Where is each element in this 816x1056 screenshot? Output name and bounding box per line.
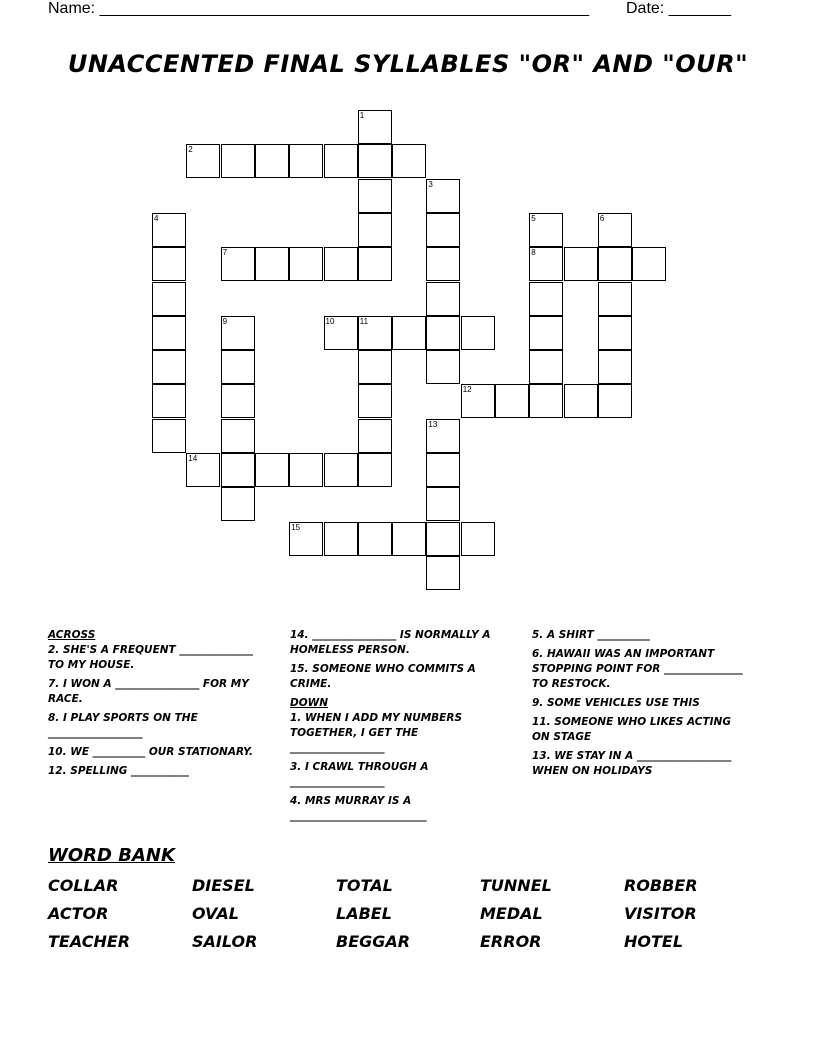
clue-text: 4. MRS MURRAY IS A __________________________ bbox=[290, 795, 427, 822]
grid-cell[interactable] bbox=[598, 282, 632, 316]
name-field[interactable]: Name: _______________________________________________________ bbox=[48, 0, 589, 17]
clue-number: 2 bbox=[188, 145, 193, 155]
grid-cell[interactable] bbox=[426, 247, 460, 281]
grid-cell[interactable] bbox=[221, 350, 255, 384]
grid-cell[interactable] bbox=[152, 350, 186, 384]
clue-text: 2. SHE'S A FREQUENT ______________ TO MY HOUSE. bbox=[48, 644, 253, 671]
grid-cell[interactable] bbox=[461, 316, 495, 350]
grid-cell[interactable] bbox=[529, 213, 563, 247]
clue-number: 15 bbox=[291, 522, 301, 532]
grid-cell[interactable] bbox=[461, 384, 495, 418]
clue-text: 8. I PLAY SPORTS ON THE __________________ bbox=[48, 712, 198, 739]
grid-cell[interactable] bbox=[358, 144, 392, 178]
grid-cell[interactable] bbox=[358, 247, 392, 281]
grid-cell[interactable] bbox=[221, 487, 255, 521]
word-bank-word: ERROR bbox=[480, 932, 542, 951]
grid-cell[interactable] bbox=[152, 384, 186, 418]
word-bank-word: TOTAL bbox=[336, 876, 393, 895]
clue-number: 1 bbox=[359, 111, 365, 120]
clue-number: 6 bbox=[599, 213, 605, 223]
clue-number: 8 bbox=[531, 248, 536, 258]
clue-number: 4 bbox=[154, 213, 159, 223]
grid-cell[interactable] bbox=[324, 144, 358, 178]
grid-cell[interactable] bbox=[529, 282, 563, 316]
clue-number: 11 bbox=[359, 316, 369, 326]
grid-cell[interactable] bbox=[598, 316, 632, 350]
grid-cell[interactable] bbox=[221, 419, 255, 453]
grid-cell[interactable] bbox=[152, 316, 186, 350]
clue-number: 9 bbox=[222, 316, 228, 326]
clue-text: 14. ________________ IS NORMALLY A HOMELESS PERSON. bbox=[290, 629, 491, 656]
grid-cell[interactable] bbox=[598, 247, 632, 281]
grid-cell[interactable] bbox=[564, 247, 598, 281]
grid-cell[interactable] bbox=[255, 453, 289, 487]
clue-text: 15. SOMEONE WHO COMMITS A CRIME. bbox=[290, 663, 476, 690]
clue-section-heading: DOWN bbox=[290, 697, 329, 709]
grid-cell[interactable] bbox=[324, 453, 358, 487]
word-bank-word: ROBBER bbox=[624, 876, 698, 895]
word-bank-word: COLLAR bbox=[48, 876, 119, 895]
grid-cell[interactable] bbox=[426, 487, 460, 521]
clue-text: 1. WHEN I ADD MY NUMBERS TOGETHER, I GET THE __________________ bbox=[290, 712, 463, 754]
word-bank-word: OVAL bbox=[192, 904, 239, 923]
clues-column-2 bbox=[290, 628, 510, 828]
grid-cell[interactable] bbox=[598, 350, 632, 384]
clue-text: 13. WE STAY IN A __________________ WHEN ON HOLIDAYS bbox=[532, 750, 732, 777]
clue-text: 3. I CRAWL THROUGH A __________________ bbox=[290, 761, 429, 788]
word-bank-word: MEDAL bbox=[480, 904, 543, 923]
grid-cell[interactable] bbox=[426, 179, 460, 213]
page-title: UNACCENTED FINAL SYLLABLES "OR" AND "OUR" bbox=[67, 50, 749, 78]
grid-cell[interactable] bbox=[221, 384, 255, 418]
clue-text: 10. WE __________ OUR STATIONARY. bbox=[48, 746, 253, 758]
grid-cell[interactable] bbox=[358, 213, 392, 247]
word-bank-word: DIESEL bbox=[192, 876, 255, 895]
grid-cell[interactable] bbox=[255, 144, 289, 178]
grid-cell[interactable] bbox=[221, 453, 255, 487]
clue-section-heading: ACROSS bbox=[48, 629, 96, 641]
date-field[interactable]: Date: _______ bbox=[626, 0, 731, 17]
grid-cell[interactable] bbox=[426, 556, 460, 590]
clue-number: 12 bbox=[462, 385, 472, 395]
grid-cell[interactable] bbox=[392, 316, 426, 350]
clue-number: 14 bbox=[188, 454, 198, 463]
grid-cell[interactable] bbox=[426, 282, 460, 316]
grid-cell[interactable] bbox=[289, 522, 323, 556]
grid-cell[interactable] bbox=[152, 282, 186, 316]
word-bank-word: ACTOR bbox=[48, 904, 109, 923]
grid-cell[interactable] bbox=[255, 247, 289, 281]
clue-number: 10 bbox=[325, 316, 335, 326]
grid-cell[interactable] bbox=[324, 522, 358, 556]
grid-cell[interactable] bbox=[324, 316, 358, 350]
grid-cell[interactable] bbox=[426, 213, 460, 247]
grid-cell[interactable] bbox=[426, 419, 460, 453]
clue-number: 7 bbox=[222, 248, 228, 258]
clue-number: 13 bbox=[428, 419, 438, 429]
grid-cell[interactable] bbox=[392, 522, 426, 556]
grid-cell[interactable] bbox=[358, 350, 392, 384]
grid-cell[interactable] bbox=[152, 247, 186, 281]
clues-column-3 bbox=[532, 628, 752, 783]
grid-cell[interactable] bbox=[289, 453, 323, 487]
grid-cell[interactable] bbox=[426, 316, 460, 350]
grid-cell[interactable] bbox=[186, 144, 220, 178]
grid-cell[interactable] bbox=[221, 144, 255, 178]
grid-cell[interactable] bbox=[426, 453, 460, 487]
grid-cell[interactable] bbox=[358, 453, 392, 487]
grid-cell[interactable] bbox=[358, 110, 392, 144]
word-bank-word: SAILOR bbox=[192, 932, 258, 951]
word-bank-word: LABEL bbox=[336, 904, 392, 923]
grid-cell[interactable] bbox=[426, 522, 460, 556]
grid-cell[interactable] bbox=[632, 247, 666, 281]
grid-cell[interactable] bbox=[152, 419, 186, 453]
grid-cell[interactable] bbox=[358, 384, 392, 418]
grid-cell[interactable] bbox=[529, 247, 563, 281]
grid-cell[interactable] bbox=[426, 350, 460, 384]
grid-cell[interactable] bbox=[529, 350, 563, 384]
clue-number: 5 bbox=[531, 213, 536, 223]
word-bank-title: WORD BANK bbox=[48, 845, 175, 866]
grid-cell[interactable] bbox=[358, 316, 392, 350]
word-bank-word: BEGGAR bbox=[336, 932, 411, 951]
word-bank-word: TEACHER bbox=[48, 932, 131, 951]
word-bank-word: TUNNEL bbox=[480, 876, 552, 895]
grid-cell[interactable] bbox=[598, 213, 632, 247]
clue-text: 5. A SHIRT __________ bbox=[532, 629, 650, 641]
grid-cell[interactable] bbox=[289, 247, 323, 281]
grid-cell[interactable] bbox=[495, 384, 529, 418]
clue-text: 6. HAWAII WAS AN IMPORTANT STOPPING POINT FOR _______________ TO RESTOCK. bbox=[532, 648, 743, 690]
grid-cell[interactable] bbox=[461, 522, 495, 556]
clue-text: 9. SOME VEHICLES USE THIS bbox=[532, 697, 700, 709]
clue-text: 11. SOMEONE WHO LIKES ACTING ON STAGE bbox=[532, 716, 731, 743]
grid-cell[interactable] bbox=[152, 213, 186, 247]
grid-cell[interactable] bbox=[358, 419, 392, 453]
grid-cell[interactable] bbox=[392, 144, 426, 178]
word-bank-word: HOTEL bbox=[624, 932, 684, 951]
clue-number: 3 bbox=[428, 179, 433, 189]
clue-text: 12. SPELLING ___________ bbox=[48, 765, 189, 777]
grid-cell[interactable] bbox=[186, 453, 220, 487]
clues-column-1 bbox=[48, 628, 268, 783]
grid-cell[interactable] bbox=[529, 316, 563, 350]
grid-cell[interactable] bbox=[289, 144, 323, 178]
grid-cell[interactable] bbox=[529, 384, 563, 418]
grid-cell[interactable] bbox=[221, 247, 255, 281]
grid-cell[interactable] bbox=[564, 384, 598, 418]
grid-cell[interactable] bbox=[598, 384, 632, 418]
word-bank-word: VISITOR bbox=[624, 904, 697, 923]
clue-text: 7. I WON A ________________ FOR MY RACE. bbox=[48, 678, 249, 705]
grid-cell[interactable] bbox=[358, 522, 392, 556]
grid-cell[interactable] bbox=[358, 179, 392, 213]
grid-cell[interactable] bbox=[221, 316, 255, 350]
grid-cell[interactable] bbox=[324, 247, 358, 281]
